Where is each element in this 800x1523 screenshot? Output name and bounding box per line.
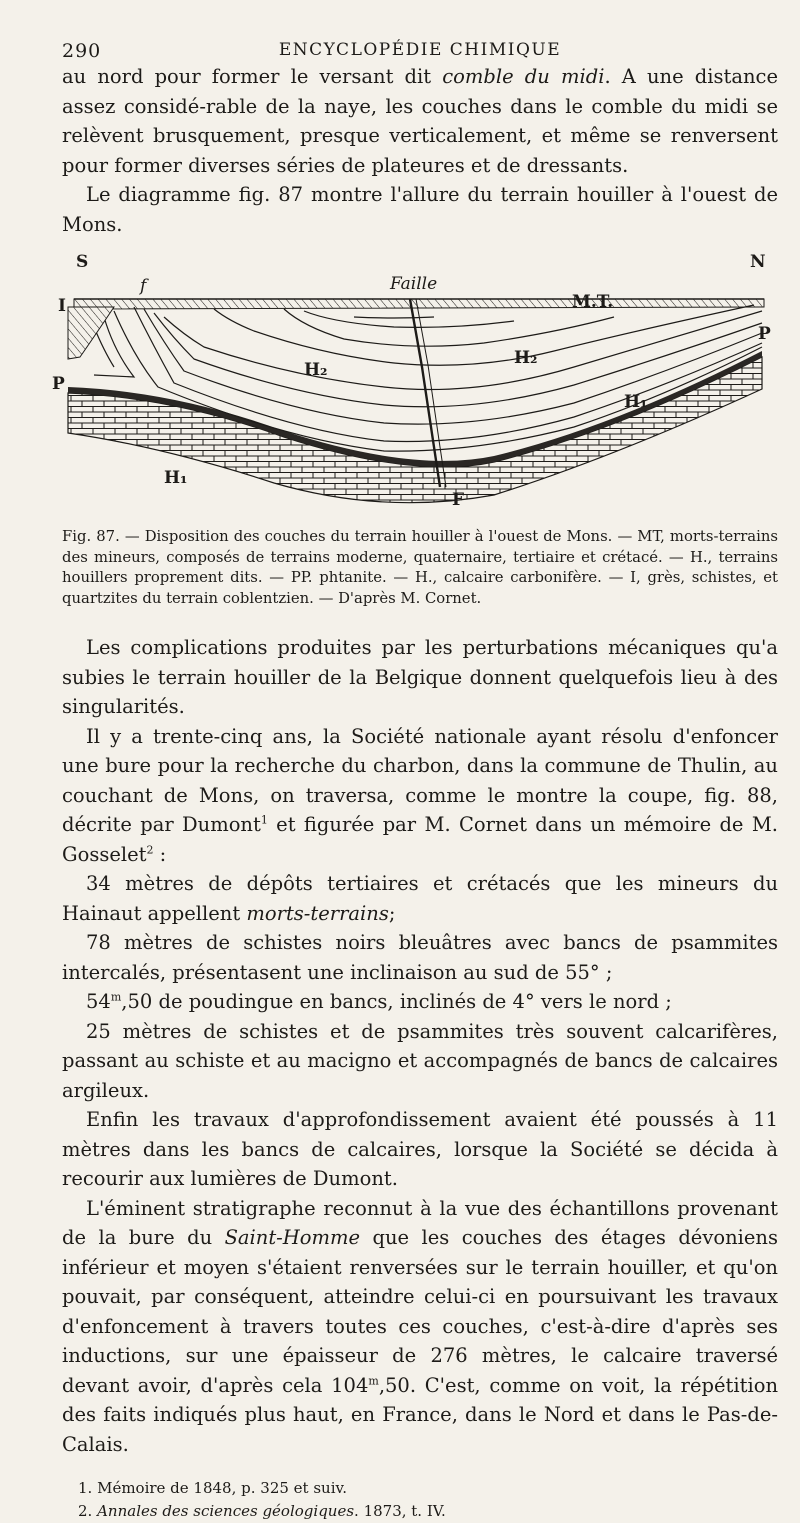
coblentzien-block xyxy=(68,307,114,359)
label-f-small: f xyxy=(140,276,147,296)
label-h2-left: H₂ xyxy=(304,360,328,380)
morts-terrains-band xyxy=(74,299,764,309)
italic-term: Saint-Homme xyxy=(224,1226,361,1249)
text-span: . A une distance assez considé-rable de la naye, les couches dans le comble du midi se relèvent brusquement, presque verticalement, et même se renversent pour former diverses séries de plateures et de dressants. xyxy=(62,65,779,177)
text-span: au nord pour former le versant dit xyxy=(62,65,443,88)
text-span: que les couches des étages dévoniens inférieur et moyen s'étaient renversées sur le terrain houiller, et qu'on pouvait, par conséquent, atteindre celui-ci en poursuivant les travaux d'enfoncement à travers toutes ces couches, c'est-à-dire d'après ses inductions, sur une épaisseur de 276 mètres, le calcaire traversé devant avoir, d'après cela 104 xyxy=(62,1226,778,1397)
label-h1-left: H₁ xyxy=(164,468,188,488)
paragraph-3: Les complications produites par les perturbations mécaniques qu'a subies le terrain houiller de la Belgique donnent quelquefois lieu à des singularités. xyxy=(62,636,778,718)
text-span: ; xyxy=(388,901,396,925)
label-f-big: F xyxy=(452,490,465,510)
paragraph-1 xyxy=(62,62,778,180)
figure-87-diagram xyxy=(52,247,778,517)
label-north: N xyxy=(750,252,766,272)
paragraph-7 xyxy=(62,987,778,1017)
text-span: : xyxy=(153,842,167,866)
unit-sup: m xyxy=(368,1374,379,1387)
text-span: 54 xyxy=(86,990,111,1013)
unit-sup: m xyxy=(110,990,122,1004)
paragraph-5 xyxy=(62,869,778,928)
text-span: Il y a trente-cinq ans, la Société nationale ayant résolu d'enfoncer une bure pour la recherche du charbon, dans la commune de Thulin, au couchant de Mons, on traversa, comme le montre la coupe, fig. 88, décrite par Dumont xyxy=(62,724,778,836)
footnote-ref: 2 xyxy=(146,843,154,856)
footnote-1: 1. Mémoire de 1848, p. 325 et suiv. xyxy=(78,1479,347,1497)
text-span: ,50. C'est, comme on voit, la répétition des faits indiqués plus haut, en France, dans le Nord et dans le Pas-de-Calais. xyxy=(62,1373,779,1456)
paragraph-2: Le diagramme fig. 87 montre l'allure du terrain houiller à l'ouest de Mons. xyxy=(62,183,778,236)
paragraph-8: 25 mètres de schistes et de psammites très souvent calcarifères, passant au schiste et au macigno et accompagnés de bancs de calcaires argileux. xyxy=(62,1019,778,1102)
label-mt: M.T. xyxy=(572,292,614,312)
italic-term: morts-terrains xyxy=(246,901,389,925)
running-title: ENCYCLOPÉDIE CHIMIQUE xyxy=(278,40,562,60)
label-h1-right: H₁ xyxy=(624,392,648,412)
label-south: S xyxy=(76,252,89,272)
label-faille: Faille xyxy=(390,274,438,294)
footnotes xyxy=(62,1477,778,1523)
italic-term: comble du midi xyxy=(442,65,605,88)
page-header xyxy=(62,34,778,62)
footnote-ref: 1 xyxy=(260,813,268,827)
paragraph-6: 78 mètres de schistes noirs bleuâtres avec bancs de psammites intercalés, présentasent une inclinaison au sud de 55° ; xyxy=(62,931,778,984)
text-span: et figurée par M. Cornet dans un mémoire de M. Gosselet xyxy=(62,813,778,866)
text-span: L'éminent stratigraphe reconnut à la vue des échantillons provenant de la bure du xyxy=(62,1196,778,1249)
label-h2-right: H₂ xyxy=(514,348,538,368)
label-p-right: P xyxy=(758,324,771,344)
label-p-left: P xyxy=(52,374,65,394)
paragraph-9: Enfin les travaux d'approfondissement avaient été poussés à 11 mètres dans les bancs de calcaires, lorsque la Société se décida à recourir aux lumières de Dumont. xyxy=(62,1108,778,1190)
text-span: . 1873, t. IV. xyxy=(354,1502,446,1520)
italic-term: Annales des sciences géologiques xyxy=(97,1502,355,1520)
page xyxy=(52,34,779,1523)
figure-caption: Fig. 87. — Disposition des couches du terrain houiller à l'ouest de Mons. — MT, morts-terrains des mineurs, composés de terrains moderne, quaternaire, tertiaire et crétacé. — H., terrains houillers proprement dits. — PP. phtanite. — H., calcaire carbonifère. — I, grès, schistes, et quartzites du terrain coblentzien. — D'après M. Cornet. xyxy=(62,528,778,607)
paragraph-10 xyxy=(62,1194,778,1460)
page-number: 290 xyxy=(62,40,102,62)
text-span: ,50 de poudingue en bancs, inclinés de 4° vers le nord ; xyxy=(121,990,672,1013)
footnote-2 xyxy=(62,1500,778,1523)
text-span: 2. xyxy=(78,1502,98,1520)
label-i: I xyxy=(58,296,66,316)
text-span: 34 mètres de dépôts tertiaires et crétacés que les mineurs du Hainaut appellent xyxy=(62,872,778,925)
paragraph-4 xyxy=(62,722,778,870)
geological-section-svg xyxy=(54,247,774,517)
